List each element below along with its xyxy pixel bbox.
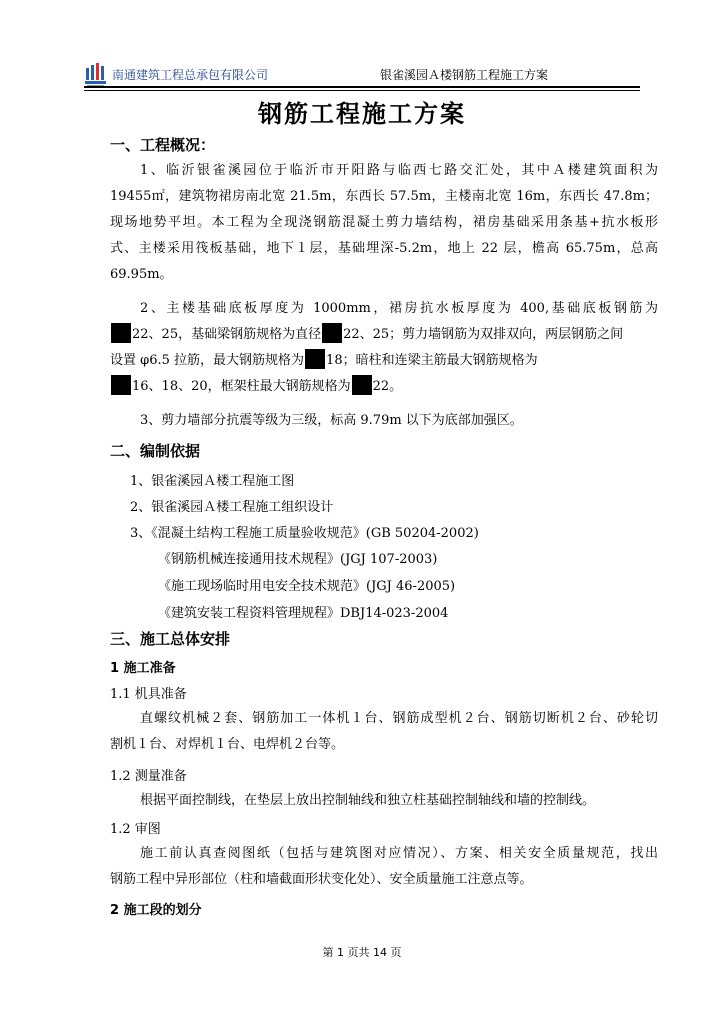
page-title: 钢筋工程施工方案: [258, 99, 466, 128]
company-logo-icon: [84, 62, 108, 88]
text-line: 3、剪力墙部分抗震等级为三级，标高 9.79m 以下为底部加强区。: [140, 413, 523, 428]
rebar-symbol-icon: [111, 375, 131, 395]
header-document-title: 银雀溪园Ａ楼钢筋工程施工方案: [380, 68, 549, 82]
review-paragraph: [110, 841, 658, 893]
text-line: 钢筋工程中异形部位（柱和墙截面形状变化处）、安全质量施工注意点等。: [110, 872, 533, 887]
subsection-heading: 2 施工段的划分: [110, 903, 202, 918]
subsection-heading: 1.1 机具准备: [110, 687, 187, 702]
rebar-symbol-icon: [322, 323, 342, 343]
header-divider-thin: [84, 90, 640, 91]
text-line: 1、临沂银雀溪园位于临沂市开阳路与临西七路交汇处，其中Ａ楼建筑面积为: [140, 163, 658, 178]
machines-paragraph: [110, 706, 658, 758]
rebar-symbol-icon: [305, 349, 325, 369]
subsection-heading: 1.2 审图: [110, 822, 161, 837]
section1-paragraph2: [110, 296, 658, 400]
rebar-symbol-icon: [111, 323, 131, 343]
subsection-heading: 1.2 测量准备: [110, 769, 187, 784]
text-line: 2、主楼基础底板厚度为 1000mm，裙房抗水板厚度为 400,基础底板钢筋为: [140, 301, 658, 316]
text-line: 式、主楼采用筏板基础，地下１层，基础埋深-5.2m，地上 22 层，檐高 65.75m，总高: [110, 241, 658, 256]
subsection-heading: 1 施工准备: [110, 661, 176, 676]
list-item: 《施工现场临时用电安全技术规范》(JGJ 46-2005): [158, 579, 456, 594]
list-item: 《钢筋机械连接通用技术规程》(JGJ 107-2003): [158, 552, 438, 567]
section3-heading: 三、施工总体安排: [110, 630, 231, 648]
header-divider: [84, 86, 640, 88]
text-line: 根据平面控制线，在垫层上放出控制轴线和独立柱基础控制轴线和墙的控制线。: [140, 793, 596, 808]
page-footer: 第 1 页共 14 页: [322, 946, 402, 959]
rebar-symbol-icon: [352, 375, 372, 395]
list-item: 1、银雀溪园Ａ楼工程施工图: [130, 474, 295, 489]
text-line: 19455㎡，建筑物裙房南北宽 21.5m，东西长 57.5m，主楼南北宽 16m，东西长 47.8m；: [110, 189, 658, 204]
header-company-name: 南通建筑工程总承包有限公司: [112, 68, 269, 82]
text-line: 割机１台、对焊机１台、电焊机２台等。: [110, 737, 345, 752]
text-line: 16、18、20，框架柱最大钢筋规格为 22。: [110, 374, 658, 400]
text-line: 设置 φ6.5 拉筋，最大钢筋规格为 18；暗柱和连梁主筋最大钢筋规格为: [110, 348, 658, 374]
list-item: 《建筑安装工程资料管理规程》DBJ14-023-2004: [158, 606, 449, 621]
text-line: 22、25，基础梁钢筋规格为直径 22、25；剪力墙钢筋为双排双向，两层钢筋之间: [110, 322, 658, 348]
section1-paragraph1: [110, 158, 658, 288]
text-line: 直螺纹机械２套、钢筋加工一体机１台、钢筋成型机２台、钢筋切断机２台、砂轮切: [140, 711, 658, 726]
section2-heading: 二、编制依据: [110, 442, 201, 460]
section1-paragraph3: [110, 408, 658, 434]
text-line: 现场地势平坦。本工程为全现浇钢筋混凝土剪力墙结构，裙房基础采用条基+抗水板形: [110, 215, 658, 230]
section1-heading: 一、工程概况：: [110, 136, 216, 154]
list-item: 3、《混凝土结构工程施工质量验收规范》(GB 50204-2002): [130, 526, 479, 541]
list-item: 2、银雀溪园Ａ楼工程施工组织设计: [130, 500, 334, 515]
text-line: 施工前认真查阅图纸（包括与建筑图对应情况）、方案、相关安全质量规范，找出: [140, 846, 658, 861]
text-line: 69.95m。: [110, 267, 173, 282]
survey-paragraph: [110, 788, 658, 814]
